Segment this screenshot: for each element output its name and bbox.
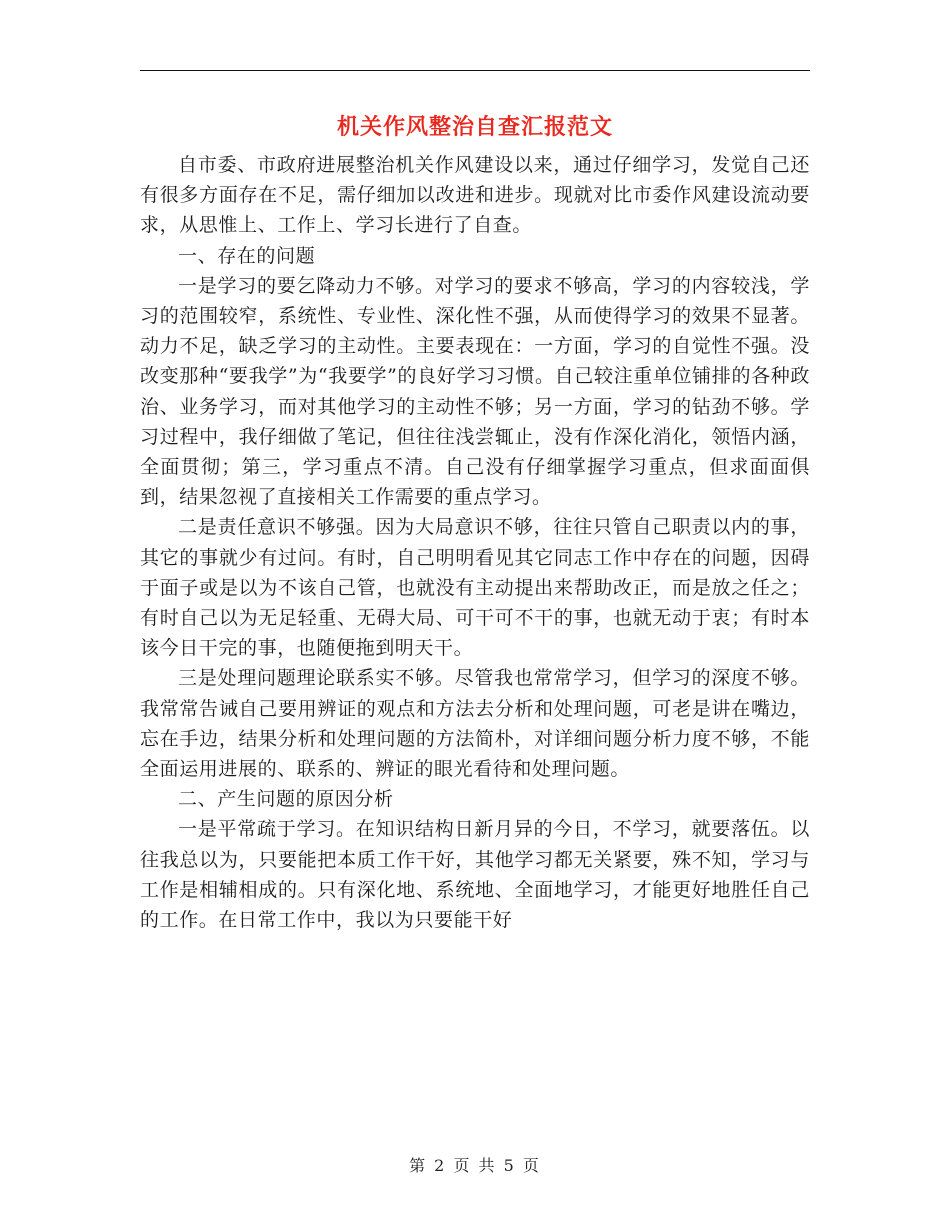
paragraph-problem-3: 三是处理问题理论联系实不够。尽管我也常常学习，但学习的深度不够。我常常告诫自己要用辨证的观点和方法去分析和处理问题，可老是讲在嘴边，忘在手边，结果分析和处理问题的方法简朴，对详细问题分析力度不够，不能全面运用进展的、联系的、辨证的眼光看待和处理问题。 — [140, 667, 810, 781]
document-body — [140, 150, 810, 935]
paragraph-problem-2: 二是责任意识不够强。因为大局意识不够，往往只管自己职责以内的事，其它的事就少有过问。有时，自己明明看见其它同志工作中存在的问题，因碍于面子或是以为不该自己管，也就没有主动提出来帮助改正，而是放之任之；有时自己以为无足轻重、无碍大局、可干可不干的事，也就无动于衷；有时本该今日干完的事，也随便拖到明天干。 — [140, 516, 810, 660]
section-heading-causes: 二、产生问题的原因分析 — [178, 788, 394, 811]
paragraph-cause-1: 一是平常疏于学习。在知识结构日新月异的今日，不学习，就要落伍。以往我总以为，只要能把本质工作干好，其他学习都无关紧要，殊不知，学习与工作是相辅相成的。只有深化地、系统地、全面地学习，才能更好地胜任自己的工作。在日常工作中，我以为只要能干好 — [140, 818, 810, 932]
page-number: 第 2 页 共 5 页 — [409, 1156, 541, 1175]
section-heading-problems: 一、存在的问题 — [178, 244, 316, 267]
paragraph-problem-1: 一是学习的要乞降动力不够。对学习的要求不够高，学习的内容较浅，学习的范围较窄，系统性、专业性、深化性不强，从而使得学习的效果不显著。动力不足，缺乏学习的主动性。主要表现在：一方面，学习的自觉性不强。没改变那种“要我学”为“我要学”的良好学习习惯。自己较注重单位铺排的各种政治、业务学习，而对其他学习的主动性不够；另一方面，学习的钻劲不够。学习过程中，我仔细做了笔记，但往往浅尝辄止，没有作深化消化，领悟内涵，全面贯彻；第三，学习重点不清。自己没有仔细掌握学习重点，但求面面俱到，结果忽视了直接相关工作需要的重点学习。 — [140, 274, 810, 509]
paragraph-intro: 自市委、市政府进展整治机关作风建设以来，通过仔细学习，发觉自己还有很多方面存在不足，需仔细加以改进和进步。现就对比市委作风建设流动要求，从思惟上、工作上、学习长进行了自查。 — [140, 154, 810, 237]
header-rule — [140, 70, 810, 71]
document-title: 机关作风整治自查汇报范文 — [336, 114, 613, 140]
